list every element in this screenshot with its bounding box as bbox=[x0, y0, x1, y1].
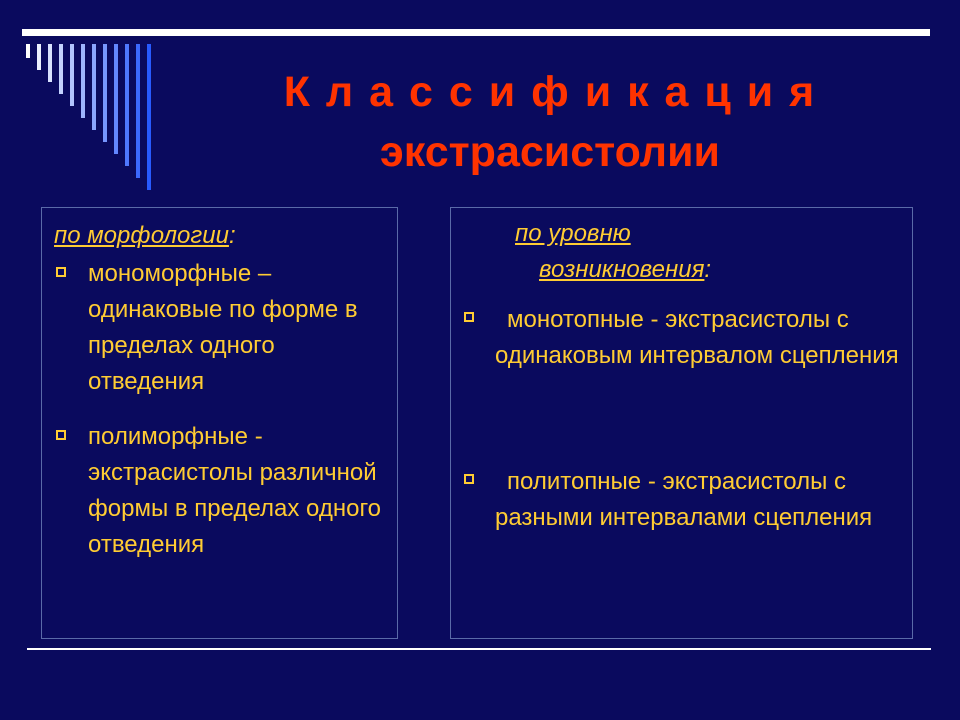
decorative-bar bbox=[81, 44, 85, 118]
heading-text: по морфологии bbox=[54, 222, 229, 249]
heading-text-line-2: возникновения bbox=[539, 256, 705, 283]
decorative-bar bbox=[136, 44, 140, 178]
decorative-bars bbox=[0, 0, 170, 200]
heading-colon: : bbox=[704, 256, 712, 283]
decorative-bar bbox=[48, 44, 52, 82]
list-item: полиморфные - экстрасистолы различной формы в пределах одного отведения bbox=[88, 423, 382, 558]
decorative-bar bbox=[147, 44, 151, 190]
square-bullet-icon bbox=[56, 267, 66, 277]
decorative-bar bbox=[125, 44, 129, 166]
square-bullet-icon bbox=[464, 312, 474, 322]
decorative-bar bbox=[92, 44, 96, 130]
square-bullet-icon bbox=[464, 474, 474, 484]
decorative-bar bbox=[37, 44, 41, 70]
list-item: монотопные - экстрасистолы с одинаковым интервалом сцепления bbox=[495, 306, 899, 369]
heading-colon: : bbox=[228, 222, 236, 249]
heading-text-line-1: по уровню bbox=[515, 220, 631, 247]
bottom-rule bbox=[27, 648, 931, 650]
list-item: политопные - экстрасистолы с разными интервалами сцепления bbox=[495, 468, 873, 531]
title-line-1: К л а с с и ф и к а ц и я bbox=[283, 68, 817, 116]
panel-heading bbox=[54, 218, 236, 254]
list-item: мономорфные – одинаковые по форме в пределах одного отведения bbox=[88, 260, 358, 395]
decorative-bar bbox=[26, 44, 30, 58]
panel-heading bbox=[515, 216, 711, 288]
decorative-bar bbox=[114, 44, 118, 154]
decorative-bar bbox=[70, 44, 74, 106]
panel-morphology bbox=[41, 207, 398, 639]
slide-title bbox=[160, 62, 940, 182]
square-bullet-icon bbox=[56, 430, 66, 440]
decorative-bar bbox=[103, 44, 107, 142]
panel-origin-level bbox=[450, 207, 913, 639]
title-line-2: экстрасистолии bbox=[380, 128, 720, 176]
decorative-bar bbox=[59, 44, 63, 94]
